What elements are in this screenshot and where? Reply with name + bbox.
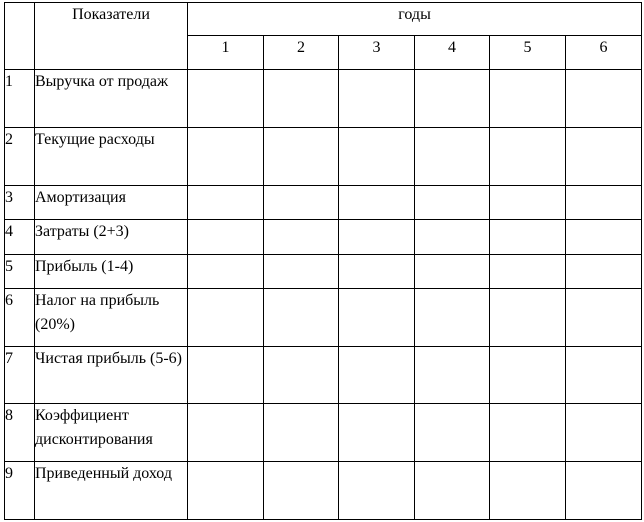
value-cell <box>188 347 264 404</box>
row-label: Затраты (2+3) <box>35 220 188 255</box>
value-cell <box>490 347 566 404</box>
value-cell <box>264 462 339 520</box>
value-cell <box>566 404 642 462</box>
year-header-3: 3 <box>339 36 415 70</box>
value-cell <box>264 289 339 347</box>
value-cell <box>339 404 415 462</box>
value-cell <box>490 128 566 186</box>
row-number: 8 <box>5 404 35 462</box>
row-label: Выручка от продаж <box>35 70 188 128</box>
value-cell <box>566 186 642 220</box>
value-cell <box>566 70 642 128</box>
row-number: 2 <box>5 128 35 186</box>
value-cell <box>264 255 339 289</box>
row-label: Амортизация <box>35 186 188 220</box>
value-cell <box>415 220 490 255</box>
value-cell <box>264 347 339 404</box>
header-indicators-label: Показатели <box>72 6 150 23</box>
value-cell <box>566 347 642 404</box>
value-cell <box>264 128 339 186</box>
table-row <box>5 70 642 128</box>
year-header-2: 2 <box>264 36 339 70</box>
row-label: Коэффициент дисконтирования <box>35 404 188 462</box>
value-cell <box>490 462 566 520</box>
value-cell <box>415 186 490 220</box>
row-number: 5 <box>5 255 35 289</box>
value-cell <box>415 70 490 128</box>
year-header-5: 5 <box>490 36 566 70</box>
row-number: 9 <box>5 462 35 520</box>
table-row <box>5 255 642 289</box>
value-cell <box>339 462 415 520</box>
value-cell <box>415 404 490 462</box>
value-cell <box>339 255 415 289</box>
row-number: 1 <box>5 70 35 128</box>
year-header-6: 6 <box>566 36 642 70</box>
value-cell <box>490 255 566 289</box>
table-row <box>5 128 642 186</box>
table-row <box>5 186 642 220</box>
value-cell <box>264 404 339 462</box>
value-cell <box>339 220 415 255</box>
value-cell <box>264 186 339 220</box>
year-header-1: 1 <box>188 36 264 70</box>
value-cell <box>566 128 642 186</box>
indicators-table <box>4 2 642 520</box>
header-indicators-cell <box>35 3 188 70</box>
value-cell <box>264 220 339 255</box>
value-cell <box>415 462 490 520</box>
value-cell <box>415 347 490 404</box>
value-cell <box>339 70 415 128</box>
value-cell <box>490 186 566 220</box>
value-cell <box>490 220 566 255</box>
value-cell <box>188 70 264 128</box>
value-cell <box>490 289 566 347</box>
table-row <box>5 404 642 462</box>
row-number: 4 <box>5 220 35 255</box>
table-row <box>5 289 642 347</box>
header-years-cell <box>188 3 642 36</box>
value-cell <box>264 70 339 128</box>
row-label: Налог на прибыль (20%) <box>35 289 188 347</box>
header-row-top <box>5 3 642 36</box>
table-row <box>5 347 642 404</box>
value-cell <box>188 255 264 289</box>
header-years-label: годы <box>398 6 431 23</box>
value-cell <box>339 289 415 347</box>
value-cell <box>339 128 415 186</box>
row-label: Прибыль (1-4) <box>35 255 188 289</box>
row-number: 7 <box>5 347 35 404</box>
value-cell <box>339 347 415 404</box>
value-cell <box>188 186 264 220</box>
value-cell <box>339 186 415 220</box>
value-cell <box>188 289 264 347</box>
value-cell <box>415 289 490 347</box>
row-label: Чистая прибыль (5-6) <box>35 347 188 404</box>
table-row <box>5 220 642 255</box>
value-cell <box>188 220 264 255</box>
value-cell <box>415 128 490 186</box>
row-label: Приведенный доход <box>35 462 188 520</box>
value-cell <box>188 128 264 186</box>
value-cell <box>188 404 264 462</box>
value-cell <box>415 255 490 289</box>
header-number-cell <box>5 3 35 70</box>
value-cell <box>566 255 642 289</box>
value-cell <box>490 404 566 462</box>
value-cell <box>566 462 642 520</box>
value-cell <box>566 289 642 347</box>
year-header-4: 4 <box>415 36 490 70</box>
value-cell <box>490 70 566 128</box>
value-cell <box>566 220 642 255</box>
table-row <box>5 462 642 520</box>
row-number: 6 <box>5 289 35 347</box>
row-label: Текущие расходы <box>35 128 188 186</box>
value-cell <box>188 462 264 520</box>
row-number: 3 <box>5 186 35 220</box>
